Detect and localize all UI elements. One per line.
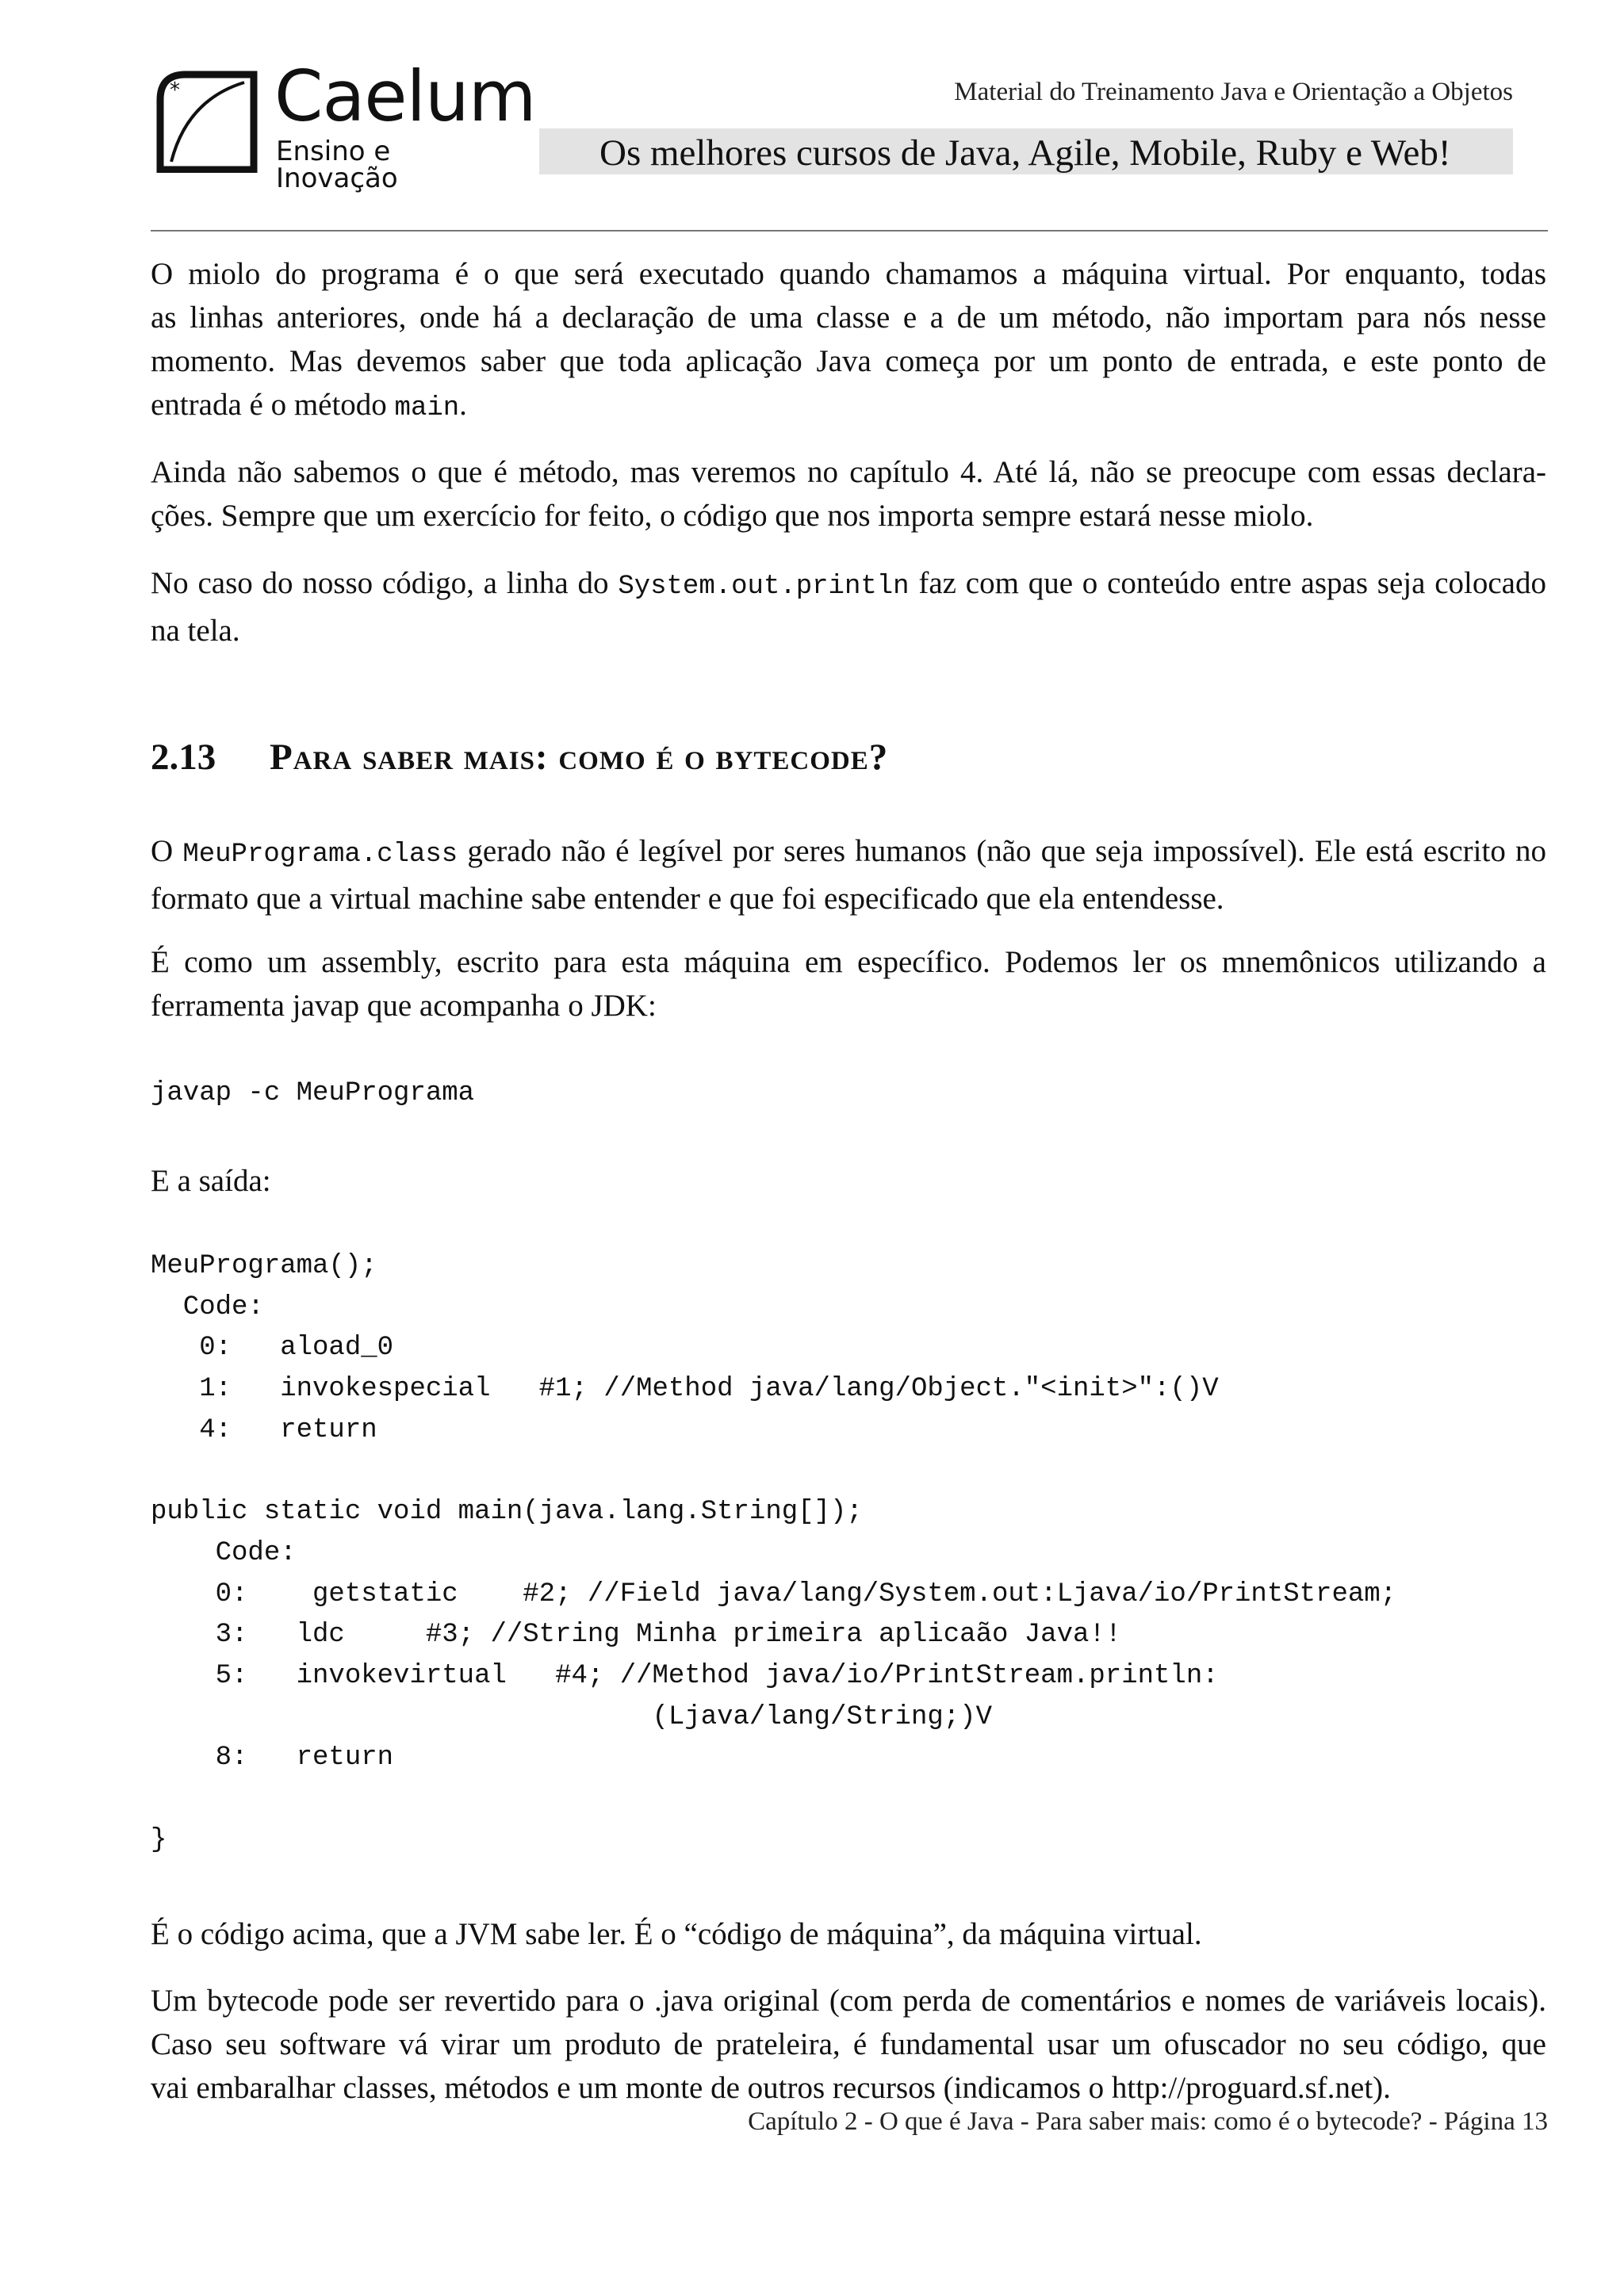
text-line: formato que a virtual machine sabe entender e que foi especificado que ela entendesse. xyxy=(151,882,1224,916)
svg-text:*: * xyxy=(170,78,180,102)
inline-code-println: System.out.println xyxy=(618,572,910,602)
text-line: E a saída: xyxy=(151,1164,271,1198)
text-fragment: gerado não é legível por seres humanos (não que seja impossível). Ele está escrito no xyxy=(458,834,1546,868)
logo-name: Caelum xyxy=(274,55,536,137)
text-fragment: O xyxy=(151,834,183,868)
paragraph-obfuscator xyxy=(151,1979,1546,2110)
caelum-logo-icon xyxy=(155,68,259,173)
paragraph-program-core xyxy=(151,252,1546,430)
code-block-javap-command: javap -c MeuPrograma xyxy=(151,1078,475,1108)
section-title: Para saber mais: como é o bytecode? xyxy=(270,737,889,778)
text-line xyxy=(151,561,1546,609)
text-line: na tela. xyxy=(151,614,240,648)
paragraph-println xyxy=(151,561,1546,652)
text-line: É o código acima, que a JVM sabe ler. É o “código de máquina”, da máquina virtual. xyxy=(151,1917,1202,1951)
text-line: Um bytecode pode ser revertido para o .java original (com perda de comentários e nomes de variáveis locais). xyxy=(151,1984,1546,2018)
text-line: ções. Sempre que um exercício for feito, o código que nos importa sempre estará nesse miolo. xyxy=(151,499,1314,533)
text-line: vai embaralhar classes, métodos e um monte de outros recursos (indicamos o http://proguard.sf.net). xyxy=(151,2071,1391,2105)
text-line: Ainda não sabemos o que é método, mas veremos no capítulo 4. Até lá, não se preocupe com essas declara- xyxy=(151,455,1546,489)
caelum-logo xyxy=(155,55,536,194)
text-fragment: No caso do nosso código, a linha do xyxy=(151,566,619,600)
text-fragment: entrada é o método xyxy=(151,388,395,422)
logo-tagline: Ensino e Inovação xyxy=(276,136,398,194)
header-material-title: Material do Treinamento Java e Orientação a Objetos xyxy=(954,78,1513,106)
inline-code-class-file: MeuPrograma.class xyxy=(182,840,458,870)
text-line: Caso seu software vá virar um produto de prateleira, é fundamental usar um ofuscador no seu código, que xyxy=(151,2027,1546,2061)
header-banner-text: Os melhores cursos de Java, Agile, Mobile, Ruby e Web! xyxy=(599,132,1451,174)
text-fragment: . xyxy=(459,388,467,422)
page-footer: Capítulo 2 - O que é Java - Para saber mais: como é o bytecode? - Página 13 xyxy=(748,2107,1548,2136)
text-line xyxy=(151,383,1546,430)
text-fragment: faz com que o conteúdo entre aspas seja colocado xyxy=(909,566,1546,600)
paragraph-class-file xyxy=(151,829,1546,920)
text-line xyxy=(151,829,1546,877)
header-divider xyxy=(151,230,1548,232)
paragraph-output-label xyxy=(151,1159,1546,1203)
section-number: 2.13 xyxy=(151,737,216,778)
paragraph-javap xyxy=(151,940,1546,1027)
inline-code-main: main xyxy=(394,393,460,423)
text-line: ferramenta javap que acompanha o JDK: xyxy=(151,989,657,1023)
paragraph-machine-code xyxy=(151,1912,1546,1956)
text-line: momento. Mas devemos saber que toda aplicação Java começa por um ponto de entrada, e este ponto de xyxy=(151,344,1546,378)
text-line: as linhas anteriores, onde há a declaração de uma classe e a de um método, não importam para nós nesse xyxy=(151,300,1546,335)
text-line: É como um assembly, escrito para esta máquina em específico. Podemos ler os mnemônicos utilizando a xyxy=(151,945,1546,979)
header-banner xyxy=(539,128,1513,174)
code-block-bytecode-output: MeuPrograma(); Code: 0: aload_0 1: invokespecial #1; //Method java/lang/Object."<init>":()V 4: return public static void main(java.lang.String[]); Code: 0: getstatic #2; //Field java/lang/System.out:Ljava/io/PrintStream; 3: ldc #3; //String Minha primeira aplicaão Java!! 5: invokevirtual #4; //Method java/io/PrintStream.println: (Ljava/lang/String;)V 8: return } xyxy=(151,1251,1397,1855)
text-line: O miolo do programa é o que será executado quando chamamos a máquina virtual. Por enquanto, todas xyxy=(151,257,1546,291)
paragraph-method-note xyxy=(151,450,1546,538)
section-heading xyxy=(151,736,888,779)
